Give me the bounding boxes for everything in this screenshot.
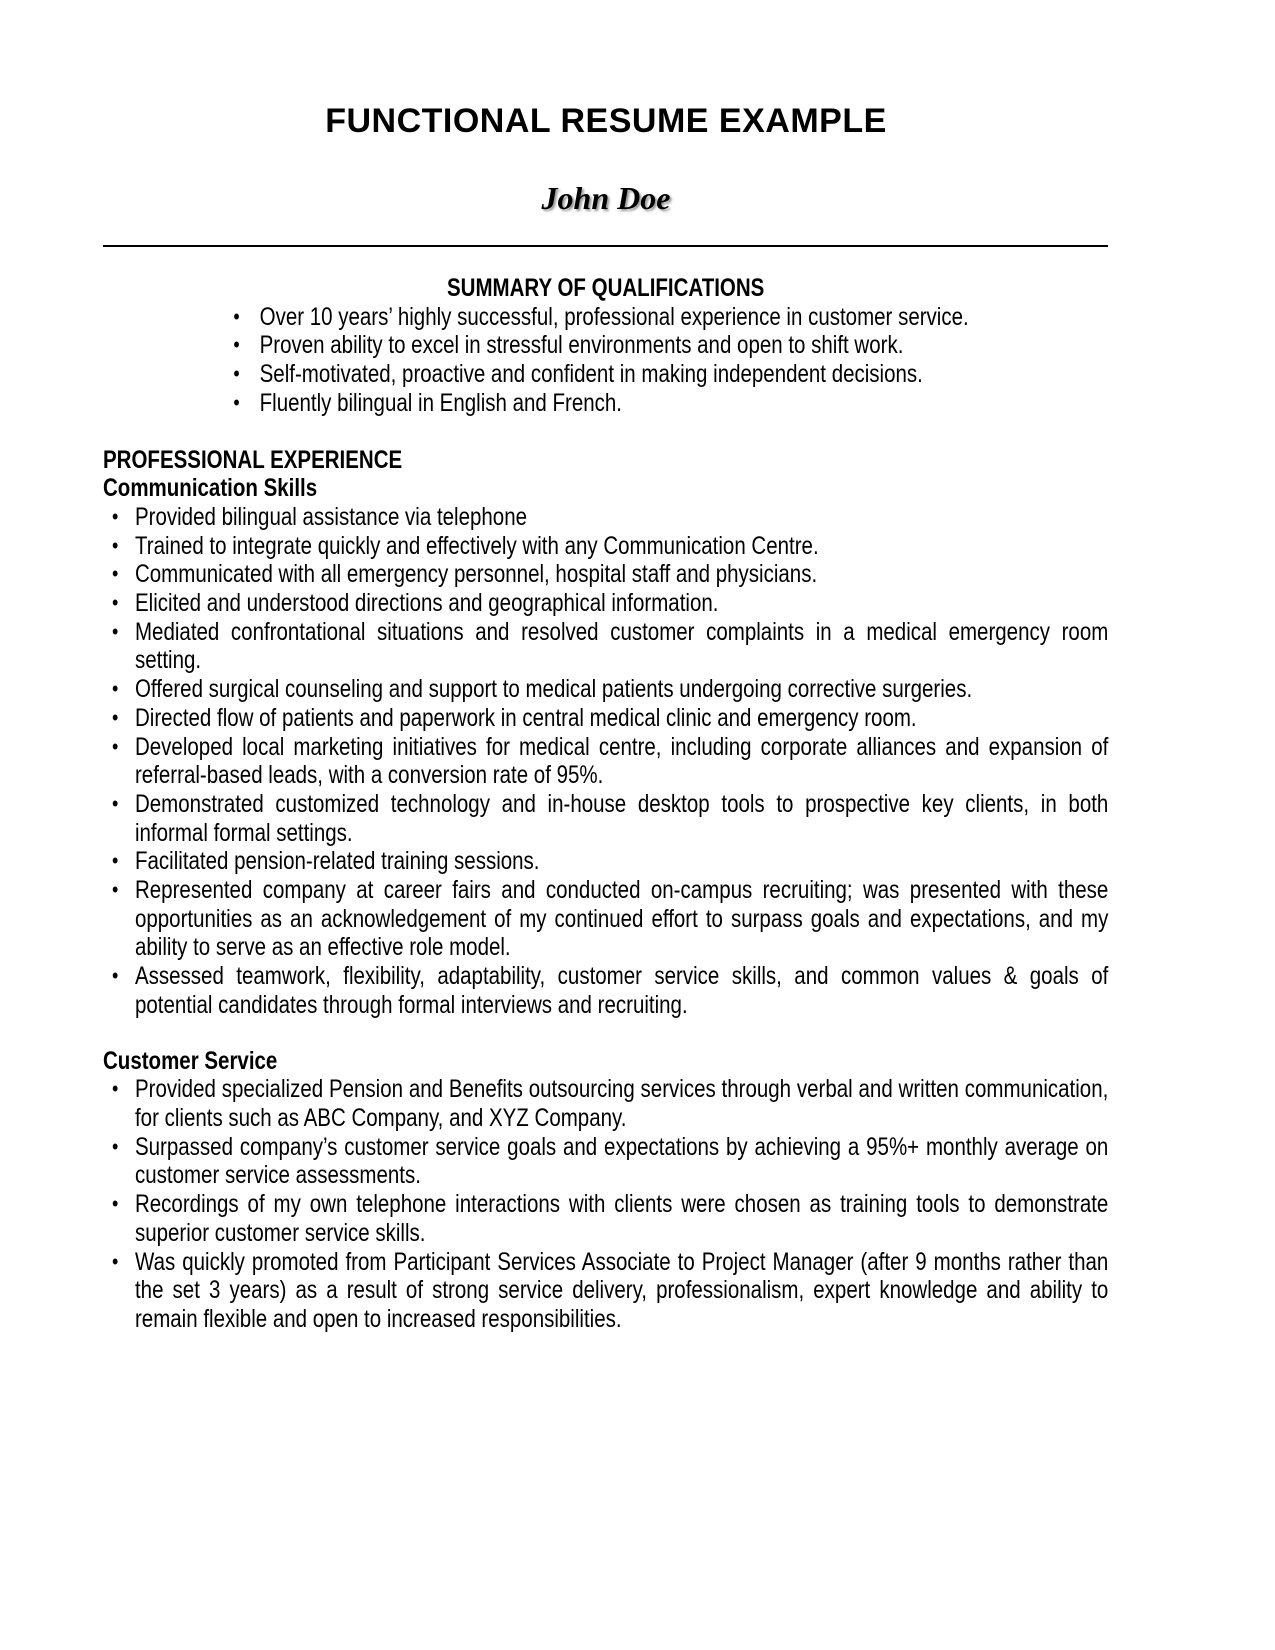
list-item [103, 503, 1108, 532]
bullet-icon: • [112, 963, 119, 989]
list-item-text: Represented company at career fairs and conducted on-campus recruiting; was presented with these opportunities as an acknowledgement of my continued effort to surpass goals and expectations, and my ability to serve as an effective role model. [134, 876, 1109, 962]
list-item-text: Fluently bilingual in English and French. [259, 388, 622, 417]
list-item [103, 1075, 1108, 1132]
list-item-text: Assessed teamwork, flexibility, adaptability, customer service skills, and common values & goals of potential candidates through formal interviews and recruiting. [134, 962, 1109, 1019]
section-list [103, 503, 1108, 1020]
bullet-icon: • [112, 1248, 119, 1274]
bullet-icon: • [112, 704, 119, 730]
list-item [103, 1248, 1108, 1334]
experience-heading: PROFESSIONAL EXPERIENCE [103, 445, 403, 474]
list-item [103, 876, 1108, 962]
candidate-name: John Doe [541, 180, 671, 216]
list-item [103, 303, 1108, 332]
bullet-icon: • [233, 303, 240, 329]
list-item-text: Communicated with all emergency personnel, hospital staff and physicians. [134, 560, 818, 589]
bullet-icon: • [112, 1191, 119, 1217]
bullet-icon: • [233, 389, 240, 415]
resume-body [103, 274, 1108, 1334]
section-list [103, 1075, 1108, 1333]
list-item-text: Developed local marketing initiatives for medical centre, including corporate alliances and expansion of referral-based leads, with a conversion rate of 95%. [134, 732, 1109, 790]
list-item-text: Over 10 years’ highly successful, professional experience in customer service. [259, 302, 969, 331]
bullet-icon: • [112, 877, 119, 903]
list-item [103, 618, 1108, 675]
list-item-text: Elicited and understood directions and geographical information. [134, 589, 719, 618]
list-item-text: Was quickly promoted from Participant Services Associate to Project Manager (after 9 months rather than the set 3 years) as a result of strong service delivery, professionalism, expert knowledge and ability to remain flexible and open to increased responsibilities. [134, 1247, 1109, 1333]
bullet-icon: • [233, 332, 240, 358]
bullet-icon: • [112, 590, 119, 616]
bullet-icon: • [112, 733, 119, 759]
bullet-icon: • [112, 561, 119, 587]
bullet-icon: • [233, 361, 240, 387]
list-item [103, 389, 1108, 418]
list-item [103, 733, 1108, 790]
list-item [103, 704, 1108, 733]
section-heading: Customer Service [103, 1046, 278, 1075]
bullet-icon: • [112, 790, 119, 816]
list-item [103, 847, 1108, 876]
list-item [103, 1190, 1108, 1247]
bullet-icon: • [112, 676, 119, 702]
divider [103, 245, 1108, 247]
list-item-text: Provided bilingual assistance via telephone [134, 502, 528, 531]
list-item [103, 532, 1108, 561]
bullet-icon: • [112, 1076, 119, 1102]
summary-heading: SUMMARY OF QUALIFICATIONS [446, 274, 765, 302]
list-item-text: Offered surgical counseling and support to medical patients undergoing corrective surgeries. [134, 675, 973, 704]
list-item-text: Self-motivated, proactive and confident in making independent decisions. [259, 360, 923, 389]
document-title: FUNCTIONAL RESUME EXAMPLE [325, 102, 887, 140]
list-item [103, 589, 1108, 618]
list-item [103, 790, 1108, 847]
list-item-text: Proven ability to excel in stressful environments and open to shift work. [259, 331, 904, 360]
list-item [103, 360, 1108, 389]
bullet-icon: • [112, 532, 119, 558]
bullet-icon: • [112, 618, 119, 644]
list-item [103, 675, 1108, 704]
list-item-text: Mediated confrontational situations and resolved customer complaints in a medical emergency room setting. [134, 617, 1109, 675]
list-item-text: Recordings of my own telephone interactions with clients were chosen as training tools to demonstrate superior customer service skills. [134, 1190, 1109, 1247]
experience-sections [103, 474, 1108, 1333]
section-heading: Communication Skills [103, 474, 318, 503]
list-item-text: Trained to integrate quickly and effectively with any Communication Centre. [134, 531, 819, 560]
bullet-icon: • [112, 848, 119, 874]
list-item-text: Demonstrated customized technology and in-house desktop tools to prospective key clients, in both informal formal settings. [134, 789, 1109, 847]
list-item [103, 331, 1108, 360]
list-item-text: Surpassed company’s customer service goals and expectations by achieving a 95%+ monthly average on customer service assessments. [134, 1132, 1109, 1190]
summary-list [103, 303, 1108, 418]
list-item-text: Directed flow of patients and paperwork in central medical clinic and emergency room. [134, 703, 917, 732]
list-item-text: Provided specialized Pension and Benefits outsourcing services through verbal and written communication, for clients such as ABC Company, and XYZ Company. [134, 1075, 1109, 1132]
list-item [103, 962, 1108, 1019]
bullet-icon: • [112, 503, 119, 529]
bullet-icon: • [112, 1133, 119, 1159]
list-item [103, 1133, 1108, 1190]
list-item-text: Facilitated pension-related training sessions. [134, 847, 540, 876]
list-item [103, 560, 1108, 589]
